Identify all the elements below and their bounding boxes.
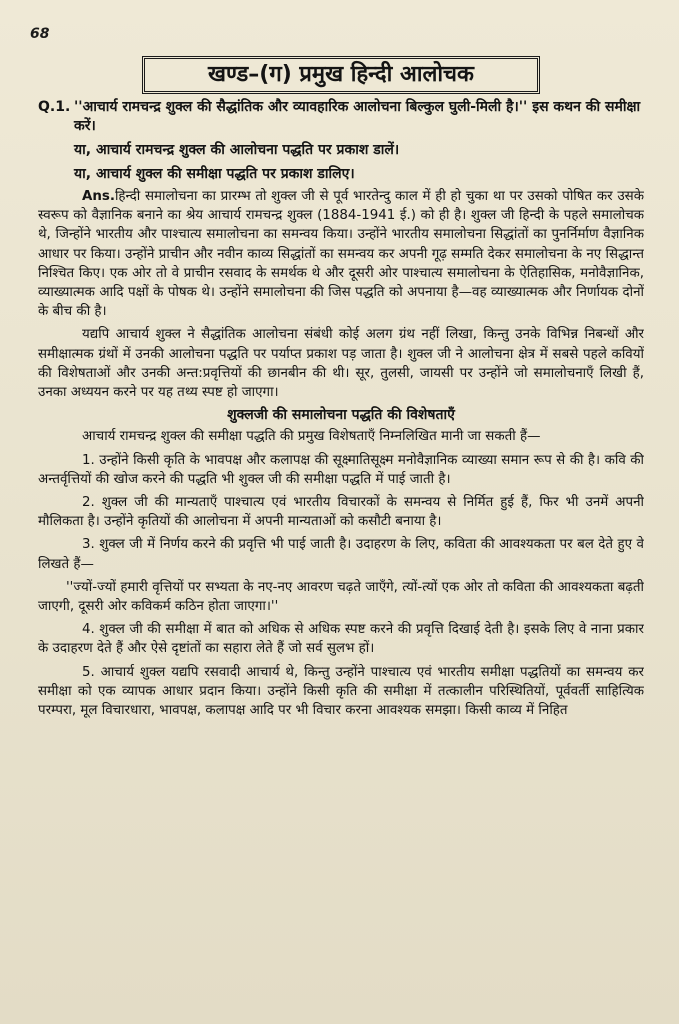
answer-label: Ans. <box>82 189 115 204</box>
answer-paragraph-2: यद्यपि आचार्य शुक्ल ने सैद्धांतिक आलोचना संबंधी कोई अलग ग्रंथ नहीं लिखा, किन्तु उनके विभिन्न निबन्धों और समीक्षात्मक ग्रंथों में उनकी आलोचना पद्धति पर पर्याप्त प्रकाश पड़ जाता है। शुक्ल जी ने आलोचना क्षेत्र में सबसे पहले कवियों की विशेषताओं और उनकी अन्त:प्रवृत्तियों की छानबीन की थी। सूर, तुलसी, जायसी पर उन्होंने जो समालोचनाएँ लिखी हैं, उनका अध्ययन करने पर यह तथ्य स्पष्ट हो जाएगा। <box>38 327 644 401</box>
question-text: ''आचार्य रामचन्द्र शुक्ल की सैद्धांतिक और व्यावहारिक आलोचना बिल्कुल घुली-मिली है।'' इस कथन की समीक्षा करें। <box>74 99 641 134</box>
page-number: 68 <box>30 26 50 42</box>
point-3: 3. शुक्ल जी में निर्णय करने की प्रवृत्ति भी पाई जाती है। उदाहरण के लिए, कविता की आवश्यकता पर बल देते हुए वे लिखते हैं— <box>38 537 644 572</box>
point-2: 2. शुक्ल जी की मान्यताएँ पाश्चात्य एवं भारतीय विचारकों के समन्वय से निर्मित हुई हैं, फिर भी उनमें अपनी मौलिकता है। उन्होंने कृतियों की आलोचना में अपनी मान्यताओं को कसौटी बनाया है। <box>38 495 644 530</box>
question-row <box>38 98 644 136</box>
page-content <box>38 98 644 1016</box>
point-4: 4. शुक्ल जी की समीक्षा में बात को अधिक से अधिक स्पष्ट करने की प्रवृत्ति दिखाई देती है। इसके लिए वे नाना प्रकार के उदाहरण देते हैं और ऐसे दृष्टांतों का सहारा लेते हैं जो सर्व सुलभ हों। <box>38 622 644 657</box>
quotation: ''ज्यों-ज्यों हमारी वृत्तियों पर सभ्यता के नए-नए आवरण चढ़ते जाएँगे, त्यों-त्यों एक ओर तो कविता की आवश्यकता बढ़ती जाएगी, दूसरी ओर कविकर्म कठिन होता जाएगा।'' <box>38 579 644 615</box>
point-5: 5. आचार्य शुक्ल यद्यपि रसवादी आचार्य थे, किन्तु उन्होंने पाश्चात्य एवं भारतीय समीक्षा पद्धतियों का समन्वय कर समीक्षा को एक व्यापक आधार प्रदान किया। उन्होंने किसी कृति की समीक्षा में तत्कालीन परिस्थितियों, पूर्ववर्ती साहित्यिक परम्परा, मूल विचारधारा, भावपक्ष, कलापक्ष आदि पर भी विचार करना आवश्यक समझा। किसी काव्य में निहित <box>38 664 644 719</box>
answer-paragraph-3: आचार्य रामचन्द्र शुक्ल की समीक्षा पद्धति की प्रमुख विशेषताएँ निम्नलिखित मानी जा सकती हैं— <box>82 429 541 445</box>
question-alternative-1: या, आचार्य रामचन्द्र शुक्ल की आलोचना पद्धति पर प्रकाश डालें। <box>74 142 400 158</box>
answer-paragraph-1-text: हिन्दी समालोचना का प्रारम्भ तो शुक्ल जी से पूर्व भारतेन्दु काल में ही हो चुका था पर उसको पोषित कर उसके स्वरूप को वैज्ञानिक बनाने का श्रेय आचार्य रामचन्द्र शुक्ल (1884-1941 ई.) को ही है। शुक्ल जी हिन्दी के पहले समालोचक थे, जिन्होंने भारतीय और पाश्चात्य समालोचना का समन्वय किया। उन्होंने भारतीय समालोचना सिद्धांतों का पुनर्निर्माण वैज्ञानिक आधार पर किया। उन्होंने प्राचीन और नवीन काव्य सिद्धांतों का समन्वय कर अपनी गूढ़ सम्मति देकर समालोचना के नए सिद्धान्त निश्चित किए। एक ओर तो वे प्राचीन रसवाद के समर्थक थे और दूसरी ओर पाश्चात्य समालोचना के ऐतिहासिक, मनोवैज्ञानिक, व्याख्यात्मक आदि पक्षों के पोषक थे। उन्होंने समालोचना की जिस पद्धति को अपनाया है—वह व्याख्यात्मक और निर्णायक दोनों के बीच की है। <box>38 189 644 320</box>
sub-heading: शुक्लजी की समालोचना पद्धति की विशेषताएँ <box>227 407 455 424</box>
question-alternative-2: या, आचार्य शुक्ल की समीक्षा पद्धति पर प्रकाश डालिए। <box>74 166 355 182</box>
section-title: खण्ड–(ग) प्रमुख हिन्दी आलोचक <box>142 56 540 94</box>
question-block <box>38 98 644 184</box>
point-1: 1. उन्होंने किसी कृति के भावपक्ष और कलापक्ष की सूक्ष्मातिसूक्ष्म मनोवैज्ञानिक व्याख्या समान रूप से की है। कवि की अन्तर्वृत्तियों की खोज करने की पद्धति भी शुक्ल जी की समीक्षा पद्धति में पाई जाती है। <box>38 452 644 487</box>
answer-paragraph-1 <box>38 187 644 321</box>
question-number: Q.1. <box>38 99 71 115</box>
